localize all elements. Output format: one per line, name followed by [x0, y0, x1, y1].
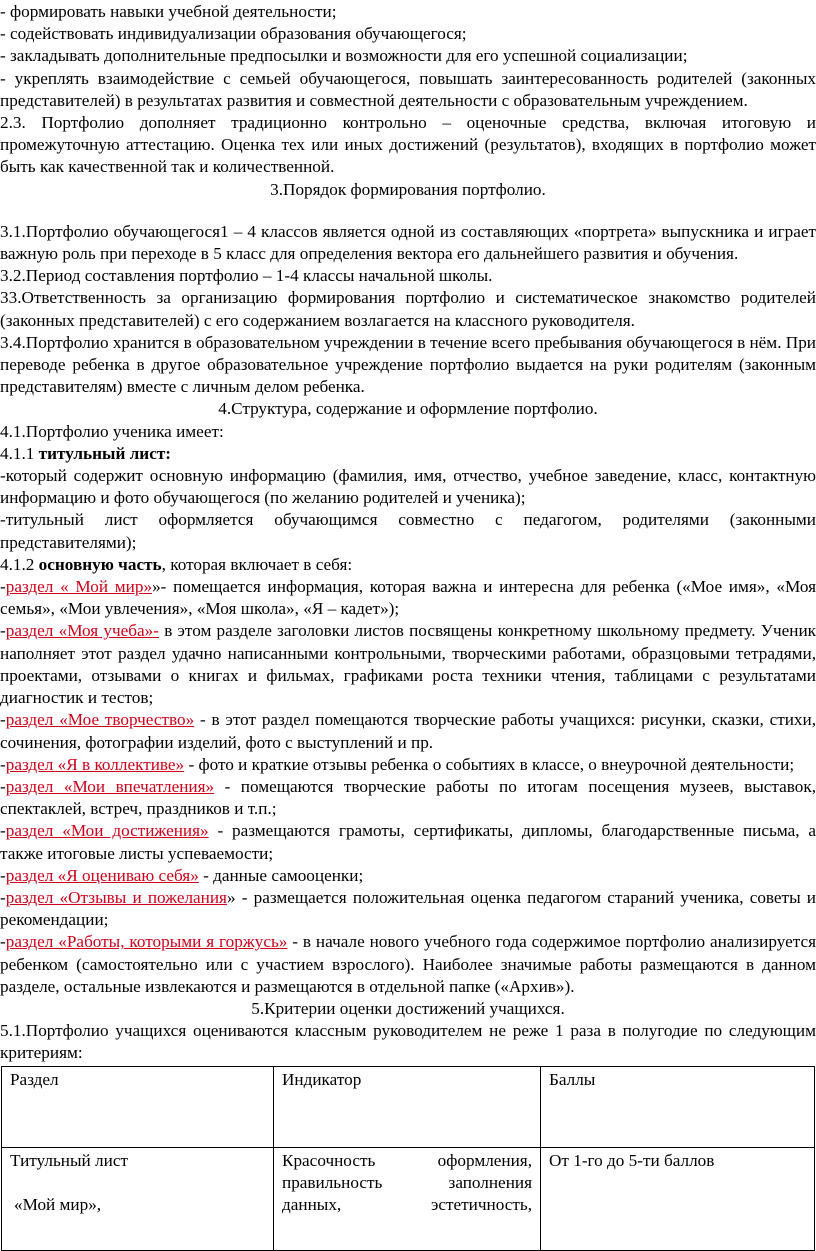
paragraph-4-1-2: 4.1.2 основную часть, которая включает в себя:: [0, 554, 353, 574]
section-link[interactable]: раздел «Мое творчество»: [5, 710, 195, 730]
paragraph-3-4: 3.4.Портфолио хранится в образовательном учреждении в течение всего пребывания обучающегося в нём. При переводе ребенка в другое образовательное учреждение портфолио выдается на руки родителям (законным представителям) вместе с личным делом ребенка.: [0, 332, 816, 397]
title-page-label: титульный лист:: [38, 443, 171, 463]
portfolio-section-feedback: -раздел «Отзывы и пожелания» - размещается положительная оценка педагогом стараний ученика, советы и рекомендации;: [0, 887, 816, 930]
paragraph-3-1: 3.1.Портфолио обучающегося1 – 4 классов является одной из составляющих «портрета» выпускника и играет важную роль при переходе в 5 класс для определения вектора его дальнейшего развития и обучения.: [0, 221, 816, 264]
goal-item: - формировать навыки учебной деятельности;: [0, 2, 337, 21]
title-page-item: -который содержит основную информацию (фамилия, имя, отчество, учебное заведение, класс, контактную информацию и фото обучающегося (по желанию родителей и ученика);: [0, 466, 816, 508]
criteria-table: [1, 1066, 815, 1251]
table-header-cell: Баллы: [541, 1066, 815, 1147]
table-header-row: [2, 1066, 815, 1147]
paragraph-3-2: 3.2.Период составления портфолио – 1-4 классы начальной школы.: [0, 266, 493, 286]
table-cell-points: От 1-го до 5-ти баллов: [541, 1147, 815, 1250]
goal-item: - укреплять взаимодействие с семьей обучающегося, повышать заинтересованность родителей (законных представителей) в результатах развития и совместной деятельности с образовательным учреждением.: [0, 68, 816, 110]
section-link[interactable]: раздел «Мои впечатления»: [5, 776, 215, 796]
paragraph-4-1-1: 4.1.1 титульный лист:: [0, 443, 171, 463]
section-heading-4: 4.Структура, содержание и оформление портфолио.: [218, 399, 598, 419]
section-heading-3: 3.Порядок формирования портфолио.: [270, 179, 546, 199]
portfolio-section-creativity: -раздел «Мое творчество» - в этот раздел помещаются творческие работы учащихся: рисунки, сказки, стихи, сочинения, фотографии изделий, фото с выступлений и пр.: [0, 710, 816, 752]
section-link[interactable]: раздел «Я оцениваю себя»: [5, 865, 199, 885]
title-page-item: -титульный лист оформляется обучающимся совместно с педагогом, родителями (законными представителями);: [0, 510, 816, 552]
portfolio-section-proud-works: -раздел «Работы, которыми я горжусь» - в начале нового учебного года содержимое портфолио анализируется ребенком (самостоятельно или с участием взрослого). Наиболее значимые работы размещаются в данном разделе, остальные извлекаются и размещаются в отдельной папке («Архив»).: [0, 932, 816, 996]
table-row: [2, 1147, 815, 1250]
paragraph-2-3: 2.3. Портфолио дополняет традиционно контрольно – оценочные средства, включая итоговую и промежуточную аттестацию. Оценка тех или иных достижений (результатов), входящих в портфолио может быть как качественной так и количественной.: [0, 113, 816, 177]
section-link[interactable]: раздел «Я в коллективе»: [5, 754, 185, 774]
table-header-cell: Раздел: [2, 1066, 274, 1147]
paragraph-3-3: 33.Ответственность за организацию формирования портфолио и систематическое знакомство родителей (законных представителей) с его содержанием возлагается на классного руководителя.: [0, 288, 816, 330]
portfolio-section-team: -раздел «Я в коллективе» - фото и краткие отзывы ребенка о событиях в классе, о внеурочной деятельности;: [0, 754, 795, 774]
portfolio-section-achievements: -раздел «Мои достижения» - размещаются грамоты, сертификаты, дипломы, благодарственные письма, а также итоговые листы успеваемости;: [0, 821, 816, 863]
paragraph-5-1: 5.1.Портфолио учащихся оцениваются классным руководителем не реже 1 раза в полугодие по следующим критериям:: [0, 1021, 816, 1063]
portfolio-section-my-world: -раздел « Мой мир»»- помещается информация, которая важна и интересна для ребенка («Мое имя», «Моя семья», «Мои увлечения», «Моя школа», «Я – кадет»);: [0, 577, 816, 619]
table-cell-section: Титульный лист «Мой мир»,: [2, 1147, 274, 1250]
section-link[interactable]: раздел « Мой мир»: [5, 577, 153, 597]
portfolio-section-self-assessment: -раздел «Я оцениваю себя» - данные самооценки;: [0, 865, 364, 885]
section-heading-5: 5.Критерии оценки достижений учащихся.: [251, 998, 565, 1018]
section-link[interactable]: раздел «Работы, которыми я горжусь»: [5, 932, 288, 952]
paragraph-4-1: 4.1.Портфолио ученика имеет:: [0, 421, 224, 441]
portfolio-section-impressions: -раздел «Мои впечатления» - помещаются творческие работы по итогам посещения музеев, выставок, спектаклей, встреч, праздников и т.п.;: [0, 776, 816, 819]
section-link[interactable]: раздел «Мои достижения»: [5, 821, 209, 841]
table-header-cell: Индикатор: [274, 1066, 541, 1147]
goal-item: - содействовать индивидуализации образования обучающегося;: [0, 24, 467, 44]
table-cell-indicator: Красочность оформления, правильность заполнения данных, эстетичность,: [274, 1147, 541, 1250]
portfolio-section-my-study: -раздел «Моя учеба»- в этом разделе заголовки листов посвящены конкретному школьному предмету. Ученик наполняет этот раздел удачно написанными контрольными, творческими работами, образцовыми тетрадями, проектами, отзывами о книгах и фильмах, графиками роста техники чтения, таблицами с результатами диагностик и тестов;: [0, 621, 816, 708]
main-part-label: основную часть: [38, 554, 162, 574]
section-link[interactable]: раздел «Моя учеба»-: [5, 621, 159, 641]
goal-item: - закладывать дополнительные предпосылки и возможности для его успешной социализации;: [0, 46, 688, 66]
section-link[interactable]: раздел «Отзывы и пожелания: [5, 887, 227, 907]
